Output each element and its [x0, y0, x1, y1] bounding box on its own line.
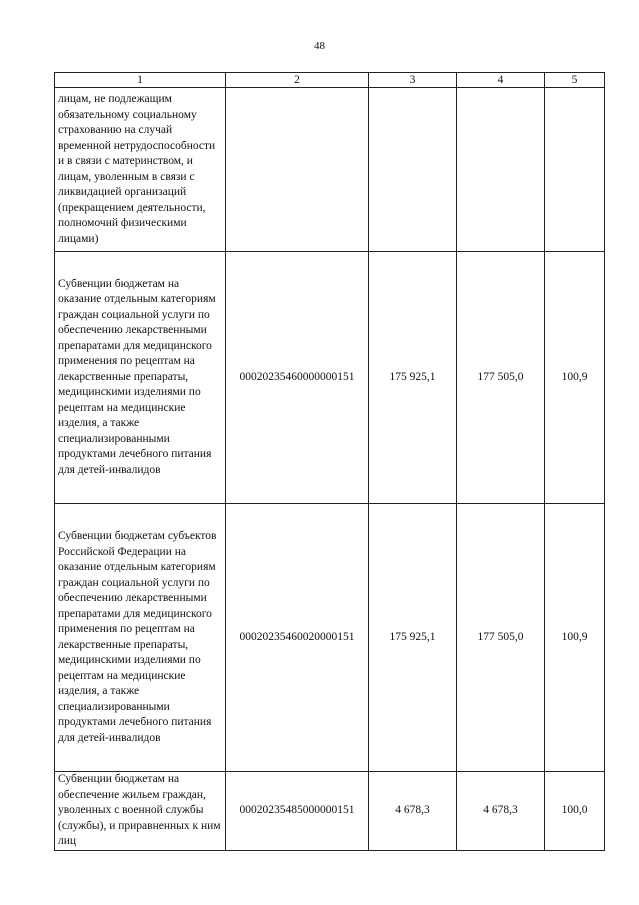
row-planned-cell: 4 678,3 — [369, 772, 457, 851]
table-row — [55, 772, 605, 851]
row-code-cell: 00020235460000000151 — [226, 252, 369, 504]
column-header-5: 5 — [545, 73, 605, 88]
row-name-cell: Субвенции бюджетам на оказание отдельным категориям граждан социальной услуги по обеспечению лекарственными препаратами для медицинского применения по рецептам на лекарственные препараты, медицинскими изделиями по рецептам на медицинские изделия, а также специализированными продуктами лечебного питания для детей-инвалидов — [55, 252, 226, 504]
column-header-3: 3 — [369, 73, 457, 88]
table-row — [55, 88, 605, 252]
row-name-cell: Субвенции бюджетам на обеспечение жильем граждан, уволенных с военной службы (службы), и приравненных к ним лиц — [55, 772, 226, 851]
budget-table — [54, 72, 605, 851]
row-name-cell: Субвенции бюджетам субъектов Российской Федерации на оказание отдельным категориям граждан социальной услуги по обеспечению лекарственными препаратами для медицинского применения по рецептам на лекарственные препараты, медицинскими изделиями по рецептам на медицинские изделия, а также специализированными продуктами лечебного питания для детей-инвалидов — [55, 504, 226, 772]
row-actual-cell: 4 678,3 — [457, 772, 545, 851]
column-header-4: 4 — [457, 73, 545, 88]
row-percent-cell: 100,0 — [545, 772, 605, 851]
row-actual-cell: 177 505,0 — [457, 252, 545, 504]
column-header-1: 1 — [55, 73, 226, 88]
row-actual-cell: 177 505,0 — [457, 504, 545, 772]
table-header-row — [55, 73, 605, 88]
row-percent-cell: 100,9 — [545, 504, 605, 772]
row-percent-cell: 100,9 — [545, 252, 605, 504]
page-number: 48 — [314, 40, 325, 52]
table-row — [55, 504, 605, 772]
row-actual-cell — [457, 88, 545, 252]
row-percent-cell — [545, 88, 605, 252]
row-planned-cell — [369, 88, 457, 252]
row-code-cell: 00020235460020000151 — [226, 504, 369, 772]
table-row — [55, 252, 605, 504]
row-name-cell: лицам, не подлежащим обязательному социальному страхованию на случай временной нетрудоспособности и в связи с материнством, и лицам, уволенным в связи с ликвидацией организаций (прекращением деятельности, полномочий физическими лицами) — [55, 88, 226, 252]
row-code-cell: 00020235485000000151 — [226, 772, 369, 851]
row-planned-cell: 175 925,1 — [369, 252, 457, 504]
column-header-2: 2 — [226, 73, 369, 88]
row-planned-cell: 175 925,1 — [369, 504, 457, 772]
row-code-cell — [226, 88, 369, 252]
